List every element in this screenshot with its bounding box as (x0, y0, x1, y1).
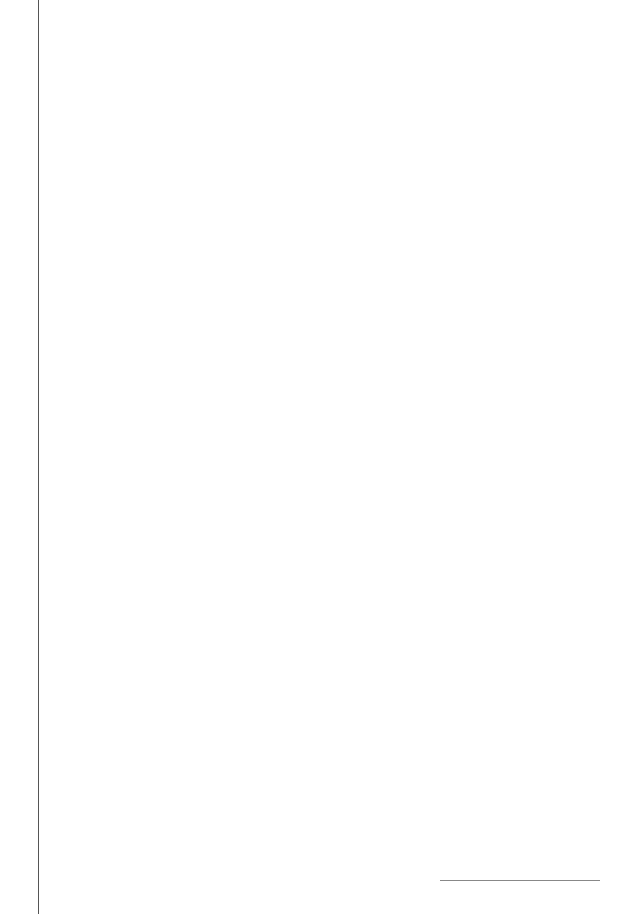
treble-staff (102, 400, 586, 444)
page-edge-line (38, 0, 39, 914)
hymn-title (0, 60, 640, 85)
footer-rule (440, 880, 600, 881)
treble-staff (102, 254, 586, 298)
bass-staff (102, 632, 586, 676)
tune-info (118, 96, 124, 107)
bass-staff (102, 482, 586, 526)
bass-staff (102, 336, 586, 380)
bass-staff (102, 190, 586, 234)
treble-staff (102, 108, 586, 152)
treble-staff (102, 550, 586, 594)
